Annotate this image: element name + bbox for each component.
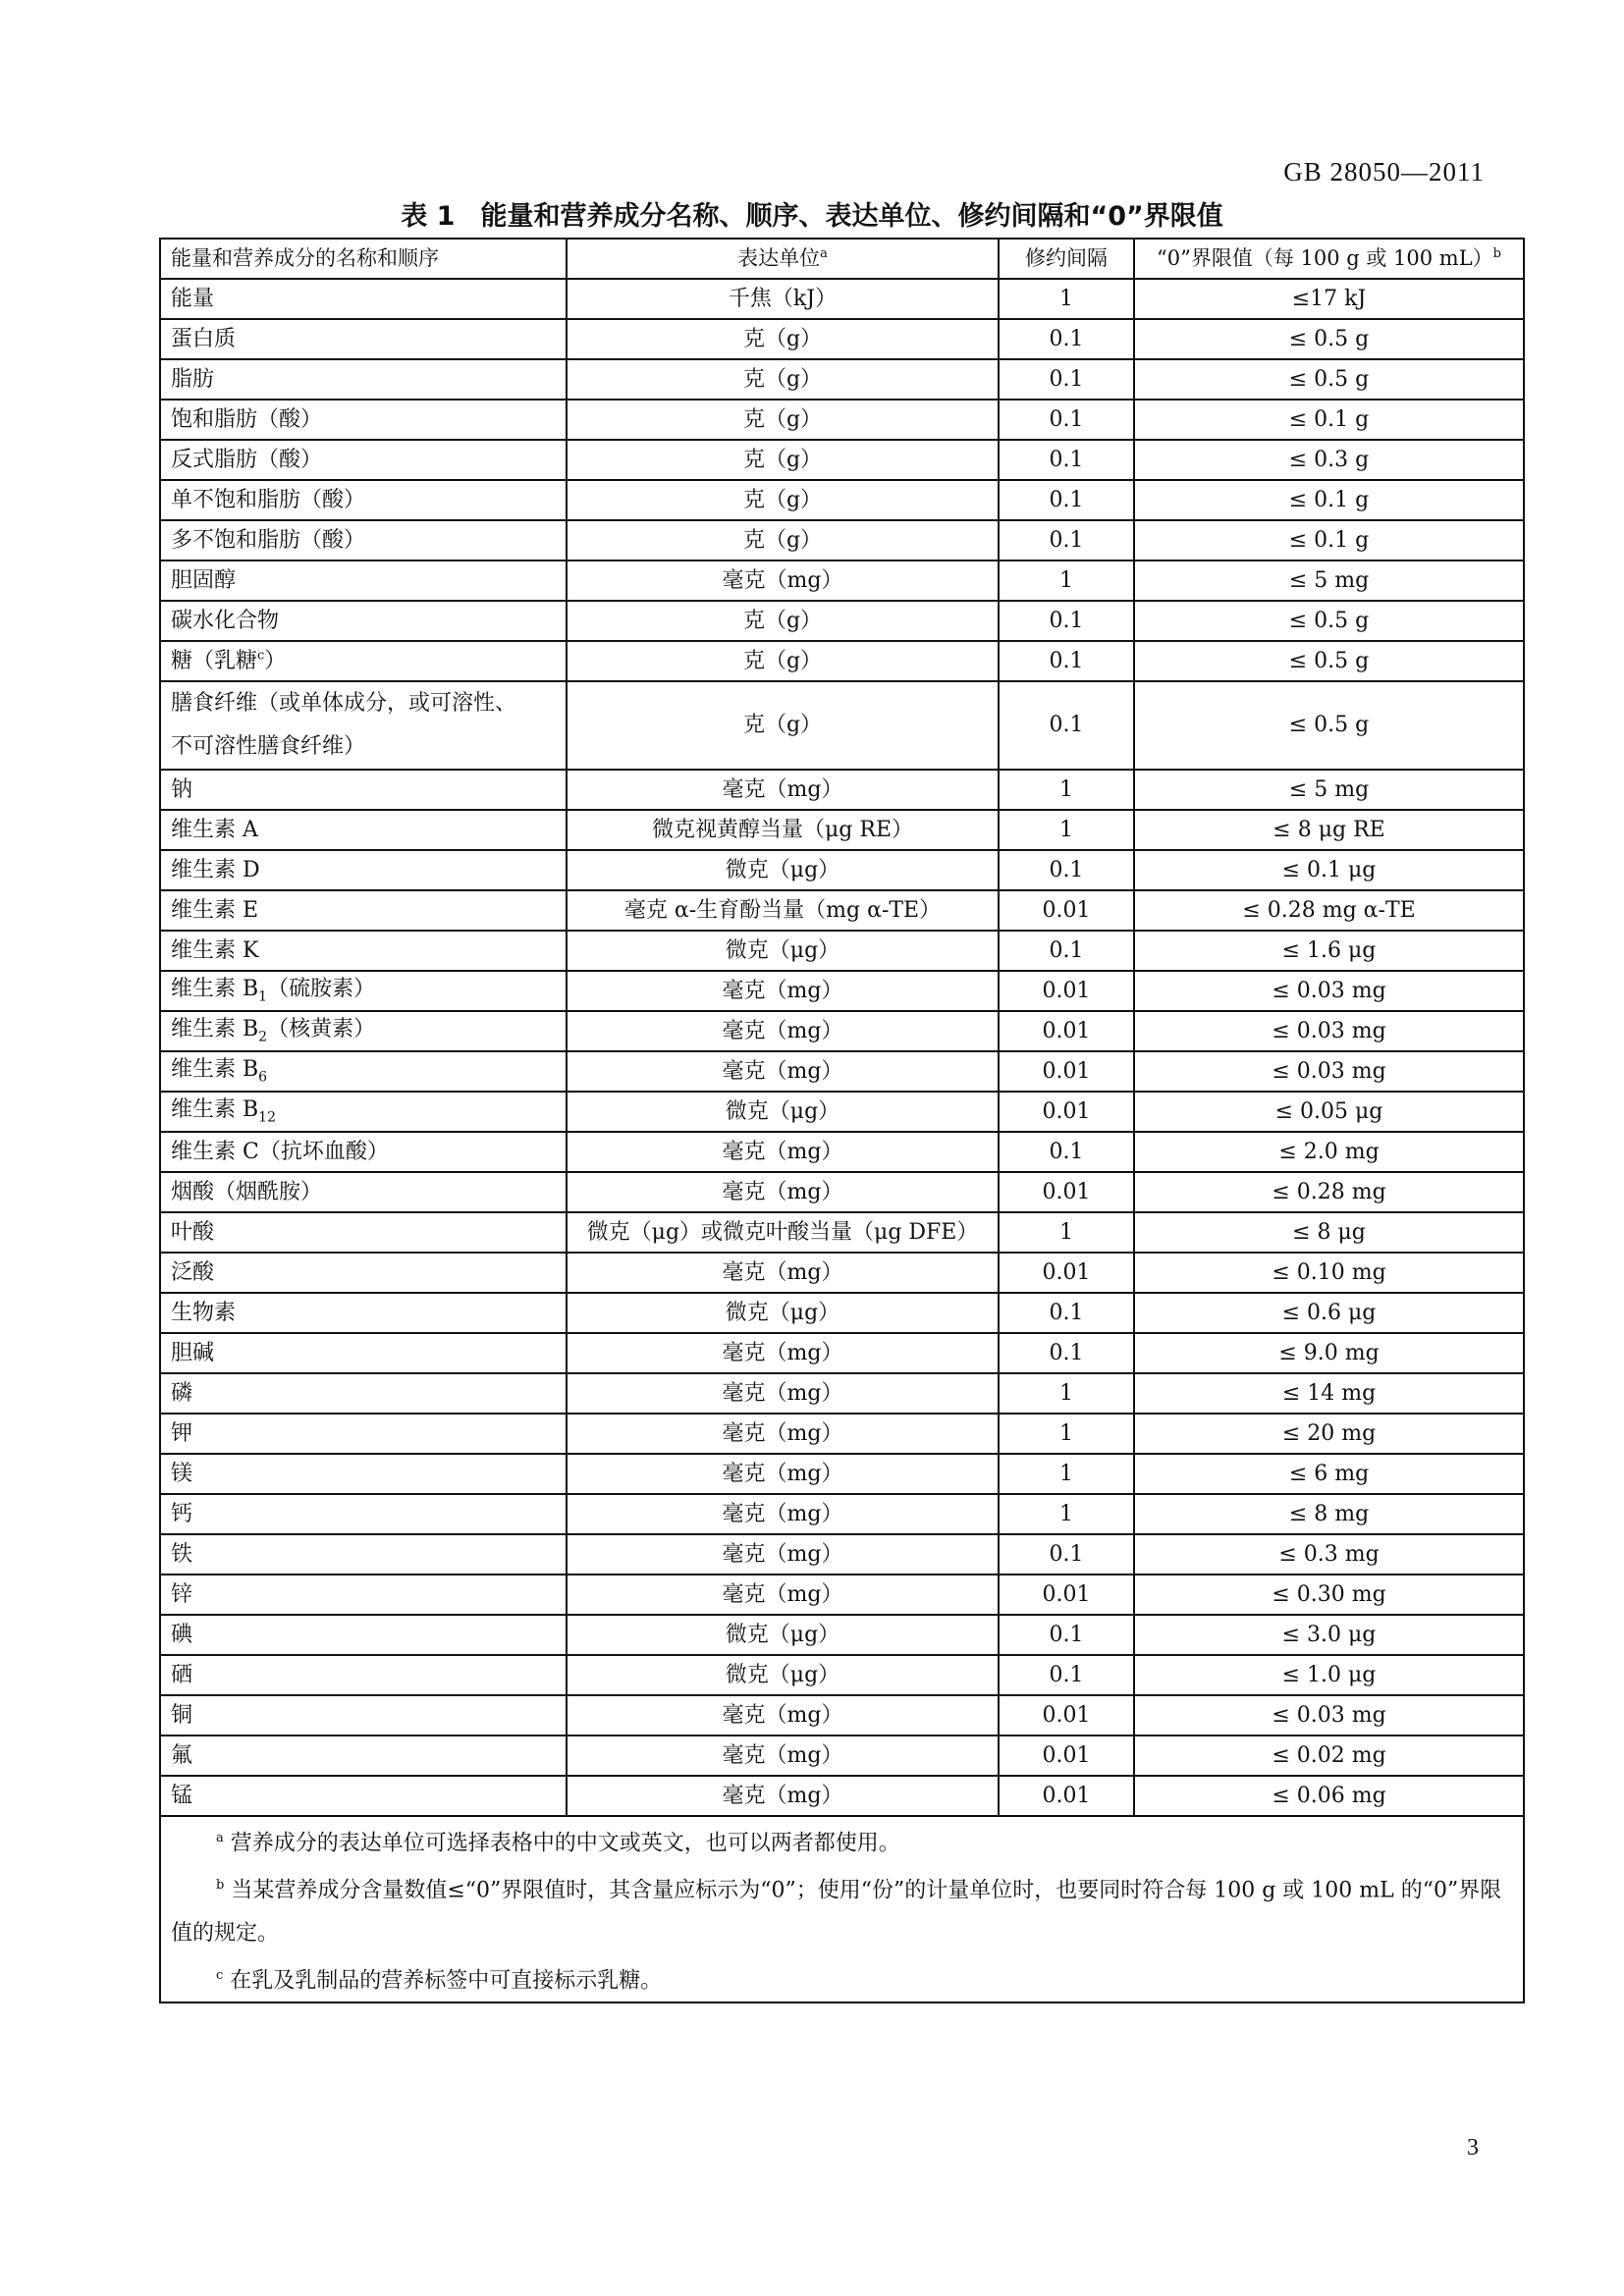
nutrient-name-text: 脂肪 [171, 366, 215, 392]
table-caption [0, 194, 1624, 233]
nutrient-name [160, 319, 567, 359]
nutrient-name-text: 维生素 B [171, 1017, 259, 1042]
nutrient-name-text: 胆固醇 [171, 567, 237, 593]
limit-cell: ≤ 8 mg [1134, 1494, 1524, 1534]
nutrient-name-text: 钾 [171, 1420, 193, 1446]
nutrient-name-text: 碘 [171, 1622, 193, 1647]
limit-cell: ≤ 1.6 μg [1134, 931, 1524, 971]
nutrient-name-text: 单不饱和脂肪（酸） [171, 487, 366, 512]
unit-cell: 毫克（mg） [567, 1253, 999, 1293]
unit-cell: 克（g） [567, 359, 999, 400]
table-row [160, 931, 1524, 971]
interval-cell: 1 [999, 1414, 1134, 1454]
unit-cell: 毫克（mg） [567, 1132, 999, 1172]
interval-cell: 0.1 [999, 1293, 1134, 1333]
interval-cell: 1 [999, 1494, 1134, 1534]
unit-cell: 毫克（mg） [567, 1051, 999, 1092]
limit-cell: ≤ 0.1 g [1134, 520, 1524, 561]
nutrient-name [160, 1293, 567, 1333]
nutrient-name [160, 1735, 567, 1776]
nutrient-name-text: 磷 [171, 1380, 193, 1406]
limit-cell: ≤ 0.28 mg [1134, 1172, 1524, 1212]
interval-cell: 0.01 [999, 1011, 1134, 1051]
limit-cell: ≤ 0.5 g [1134, 601, 1524, 641]
nutrient-name [160, 1011, 567, 1051]
unit-cell: 毫克 α-生育酚当量（mg α-TE） [567, 890, 999, 931]
limit-cell: ≤ 5 mg [1134, 770, 1524, 810]
nutrient-name [160, 1172, 567, 1212]
nutrient-table [159, 238, 1525, 2003]
nutrient-name-text: 硒 [171, 1662, 193, 1687]
nutrient-name [160, 1092, 567, 1132]
unit-cell: 微克（μg） [567, 1615, 999, 1655]
table-row [160, 1655, 1524, 1695]
header-unit-label: 表达单位 [737, 246, 821, 271]
nutrient-name-suffix: （硫胺素） [267, 977, 376, 1002]
interval-cell: 0.1 [999, 1615, 1134, 1655]
table-row [160, 890, 1524, 931]
nutrient-name [160, 1051, 567, 1092]
table-row [160, 1695, 1524, 1735]
unit-cell: 克（g） [567, 400, 999, 440]
nutrient-name-text: 维生素 B [171, 977, 259, 1002]
interval-cell: 0.01 [999, 1735, 1134, 1776]
interval-cell: 1 [999, 561, 1134, 601]
nutrient-name [160, 1373, 567, 1414]
nutrient-subscript: 6 [258, 1069, 268, 1086]
nutrient-name [160, 1534, 567, 1575]
nutrient-subscript: 12 [258, 1109, 276, 1126]
limit-cell: ≤ 0.1 μg [1134, 850, 1524, 890]
nutrient-name [160, 279, 567, 319]
limit-cell: ≤ 0.05 μg [1134, 1092, 1524, 1132]
interval-cell: 0.1 [999, 400, 1134, 440]
limit-cell: ≤ 5 mg [1134, 561, 1524, 601]
interval-cell: 1 [999, 770, 1134, 810]
nutrient-name-text: 镁 [171, 1461, 193, 1486]
table-row [160, 561, 1524, 601]
nutrient-name [160, 810, 567, 850]
note-c [171, 1954, 1513, 2002]
limit-cell: ≤ 0.3 mg [1134, 1534, 1524, 1575]
interval-cell: 0.1 [999, 480, 1134, 520]
interval-cell: 1 [999, 810, 1134, 850]
nutrient-name [160, 1253, 567, 1293]
footnote-mark: a [820, 246, 828, 262]
nutrient-name-line: 不可溶性膳食纤维） [171, 734, 366, 759]
nutrient-name-text: 维生素 B [171, 1097, 259, 1123]
limit-cell: ≤ 0.03 mg [1134, 1051, 1524, 1092]
interval-cell: 0.1 [999, 641, 1134, 681]
limit-cell: ≤ 0.3 g [1134, 440, 1524, 480]
nutrient-name-text: 胆碱 [171, 1340, 215, 1365]
nutrient-name-text: 维生素 B [171, 1057, 259, 1083]
unit-cell: 毫克（mg） [567, 1414, 999, 1454]
nutrient-name-text: 铜 [171, 1702, 193, 1728]
interval-cell: 0.1 [999, 931, 1134, 971]
interval-cell: 0.1 [999, 850, 1134, 890]
note-mark: b [216, 1878, 225, 1894]
page-number: 3 [1467, 2135, 1479, 2161]
table-row [160, 681, 1524, 770]
unit-cell: 毫克（mg） [567, 1494, 999, 1534]
footnote-mark: c [257, 648, 265, 664]
nutrient-subscript: 2 [258, 1029, 268, 1045]
unit-cell: 克（g） [567, 681, 999, 770]
limit-cell: ≤ 0.03 mg [1134, 1011, 1524, 1051]
unit-cell: 毫克（mg） [567, 1454, 999, 1494]
limit-cell: ≤17 kJ [1134, 279, 1524, 319]
table-row [160, 1454, 1524, 1494]
interval-cell: 1 [999, 279, 1134, 319]
unit-cell: 微克（μg） [567, 1092, 999, 1132]
table-body [160, 279, 1524, 1816]
table-row [160, 601, 1524, 641]
unit-cell: 毫克（mg） [567, 971, 999, 1011]
unit-cell: 毫克（mg） [567, 1011, 999, 1051]
interval-cell: 0.01 [999, 1575, 1134, 1615]
table-row [160, 1333, 1524, 1373]
nutrient-name [160, 1575, 567, 1615]
limit-cell: ≤ 0.5 g [1134, 681, 1524, 770]
limit-cell: ≤ 6 mg [1134, 1454, 1524, 1494]
nutrient-name-text: 多不饱和脂肪（酸） [171, 527, 366, 553]
nutrient-name-text: 铁 [171, 1541, 193, 1567]
nutrient-name [160, 1454, 567, 1494]
limit-cell: ≤ 0.28 mg α-TE [1134, 890, 1524, 931]
table-row [160, 1615, 1524, 1655]
unit-cell: 毫克（mg） [567, 1776, 999, 1816]
nutrient-name [160, 1414, 567, 1454]
nutrient-name [160, 850, 567, 890]
unit-cell: 克（g） [567, 641, 999, 681]
interval-cell: 0.1 [999, 440, 1134, 480]
note-mark: c [216, 1967, 224, 1983]
limit-cell: ≤ 2.0 mg [1134, 1132, 1524, 1172]
nutrient-name-text: 泛酸 [171, 1259, 215, 1285]
nutrient-name [160, 561, 567, 601]
limit-cell: ≤ 0.1 g [1134, 480, 1524, 520]
interval-cell: 0.01 [999, 1092, 1134, 1132]
table-row [160, 770, 1524, 810]
unit-cell: 微克（μg） [567, 1293, 999, 1333]
note-a [171, 1817, 1513, 1864]
limit-cell: ≤ 0.5 g [1134, 359, 1524, 400]
nutrient-name-text: 生物素 [171, 1300, 237, 1325]
header-limit-label: “0”界限值（每 100 g 或 100 mL） [1156, 246, 1493, 271]
limit-cell: ≤ 14 mg [1134, 1373, 1524, 1414]
nutrient-name-text: 维生素 D [171, 857, 260, 882]
interval-cell: 0.01 [999, 971, 1134, 1011]
header-limit [1134, 239, 1524, 279]
limit-cell: ≤ 0.30 mg [1134, 1575, 1524, 1615]
limit-cell: ≤ 0.1 g [1134, 400, 1524, 440]
note-mark: a [216, 1831, 224, 1845]
nutrient-name [160, 440, 567, 480]
nutrient-name [160, 641, 567, 681]
note-text: 在乳及乳制品的营养标签中可直接标示乳糖。 [230, 1967, 663, 1993]
notes-row [160, 1816, 1524, 2002]
interval-cell: 0.1 [999, 319, 1134, 359]
table-row [160, 1132, 1524, 1172]
limit-cell: ≤ 0.6 μg [1134, 1293, 1524, 1333]
nutrient-name-text: 碳水化合物 [171, 608, 280, 633]
note-text: 当某营养成分含量数值≤“0”界限值时，其含量应标示为“0”；使用“份”的计量单位时，也要同时符合每 100 g 或 100 mL 的“0”界限值的规定。 [171, 1878, 1502, 1946]
nutrient-name [160, 890, 567, 931]
table-number: 表 1 [401, 201, 456, 232]
nutrient-name [160, 1494, 567, 1534]
table-title: 能量和营养成分名称、顺序、表达单位、修约间隔和“0”界限值 [480, 201, 1223, 232]
table-row [160, 319, 1524, 359]
limit-cell: ≤ 0.03 mg [1134, 1695, 1524, 1735]
table-row [160, 1534, 1524, 1575]
table-row [160, 1414, 1524, 1454]
nutrient-name-text: 蛋白质 [171, 326, 237, 351]
unit-cell: 毫克（mg） [567, 770, 999, 810]
unit-cell: 微克（μg） [567, 931, 999, 971]
header-unit [567, 239, 999, 279]
limit-cell: ≤ 0.06 mg [1134, 1776, 1524, 1816]
nutrient-name-suffix: ） [264, 648, 287, 673]
unit-cell: 千焦（kJ） [567, 279, 999, 319]
unit-cell: 毫克（mg） [567, 561, 999, 601]
interval-cell: 0.1 [999, 359, 1134, 400]
interval-cell: 0.01 [999, 1695, 1134, 1735]
interval-cell: 0.1 [999, 1534, 1134, 1575]
table-row [160, 1212, 1524, 1253]
unit-cell: 克（g） [567, 520, 999, 561]
unit-cell: 微克（μg） [567, 1655, 999, 1695]
nutrient-name [160, 931, 567, 971]
nutrient-name [160, 400, 567, 440]
nutrient-name [160, 971, 567, 1011]
unit-cell: 克（g） [567, 319, 999, 359]
table-row [160, 480, 1524, 520]
table-row [160, 1051, 1524, 1092]
nutrient-name [160, 1695, 567, 1735]
limit-cell: ≤ 3.0 μg [1134, 1615, 1524, 1655]
nutrient-name-text: 维生素 A [171, 817, 258, 842]
table-row [160, 1735, 1524, 1776]
nutrient-name [160, 601, 567, 641]
table-row [160, 1293, 1524, 1333]
limit-cell: ≤ 8 μg [1134, 1212, 1524, 1253]
table-row [160, 1253, 1524, 1293]
nutrient-name [160, 1655, 567, 1695]
unit-cell: 克（g） [567, 601, 999, 641]
table-row [160, 810, 1524, 850]
nutrient-name [160, 1333, 567, 1373]
table-row [160, 400, 1524, 440]
limit-cell: ≤ 0.02 mg [1134, 1735, 1524, 1776]
nutrient-name-text: 维生素 K [171, 937, 259, 963]
standard-code: GB 28050—2011 [1283, 157, 1485, 187]
table-row [160, 1776, 1524, 1816]
unit-cell: 毫克（mg） [567, 1575, 999, 1615]
nutrient-name-text: 烟酸（烟酰胺） [171, 1179, 323, 1204]
nutrient-name-line: 膳食纤维（或单体成分，或可溶性、 [171, 691, 517, 716]
table-row [160, 1494, 1524, 1534]
nutrient-name-text: 锌 [171, 1581, 193, 1607]
nutrient-name [160, 480, 567, 520]
nutrient-name [160, 1615, 567, 1655]
unit-cell: 毫克（mg） [567, 1333, 999, 1373]
interval-cell: 0.1 [999, 520, 1134, 561]
limit-cell: ≤ 0.5 g [1134, 641, 1524, 681]
interval-cell: 0.1 [999, 1132, 1134, 1172]
table-header-row [160, 239, 1524, 279]
nutrient-name [160, 770, 567, 810]
interval-cell: 0.01 [999, 1051, 1134, 1092]
nutrient-name-text: 氟 [171, 1742, 193, 1768]
note-text: 营养成分的表达单位可选择表格中的中文或英文，也可以两者都使用。 [230, 1831, 900, 1856]
nutrient-name-text: 反式脂肪（酸） [171, 447, 323, 472]
interval-cell: 0.01 [999, 1253, 1134, 1293]
table-row [160, 440, 1524, 480]
interval-cell: 0.01 [999, 1172, 1134, 1212]
interval-cell: 0.1 [999, 681, 1134, 770]
nutrient-name-text: 维生素 E [171, 897, 259, 923]
limit-cell: ≤ 0.10 mg [1134, 1253, 1524, 1293]
nutrient-name [160, 681, 567, 770]
limit-cell: ≤ 9.0 mg [1134, 1333, 1524, 1373]
interval-cell: 0.1 [999, 1655, 1134, 1695]
unit-cell: 毫克（mg） [567, 1695, 999, 1735]
unit-cell: 毫克（mg） [567, 1373, 999, 1414]
unit-cell: 毫克（mg） [567, 1534, 999, 1575]
nutrient-name-text: 钠 [171, 776, 193, 802]
nutrient-name-text: 能量 [171, 286, 215, 311]
limit-cell: ≤ 0.5 g [1134, 319, 1524, 359]
interval-cell: 1 [999, 1373, 1134, 1414]
interval-cell: 1 [999, 1212, 1134, 1253]
nutrient-name-text: 钙 [171, 1501, 193, 1526]
interval-cell: 0.01 [999, 1776, 1134, 1816]
table-notes [160, 1816, 1524, 2002]
table-row [160, 279, 1524, 319]
nutrient-name-text: 叶酸 [171, 1219, 215, 1245]
unit-cell: 微克视黄醇当量（μg RE） [567, 810, 999, 850]
limit-cell: ≤ 0.03 mg [1134, 971, 1524, 1011]
header-name: 能量和营养成分的名称和顺序 [160, 239, 567, 279]
nutrient-subscript: 1 [258, 988, 268, 1005]
table-row [160, 359, 1524, 400]
nutrient-name-text: 维生素 C（抗坏血酸） [171, 1139, 389, 1164]
nutrient-name-text: 锰 [171, 1783, 193, 1808]
interval-cell: 1 [999, 1454, 1134, 1494]
nutrient-name [160, 359, 567, 400]
limit-cell: ≤ 20 mg [1134, 1414, 1524, 1454]
nutrient-name [160, 1776, 567, 1816]
table-row [160, 1373, 1524, 1414]
interval-cell: 0.1 [999, 1333, 1134, 1373]
table-row [160, 1172, 1524, 1212]
nutrient-name [160, 1132, 567, 1172]
unit-cell: 克（g） [567, 440, 999, 480]
nutrient-name [160, 1212, 567, 1253]
footnote-mark: b [1492, 246, 1501, 262]
table-row [160, 971, 1524, 1011]
unit-cell: 克（g） [567, 480, 999, 520]
unit-cell: 微克（μg）或微克叶酸当量（μg DFE） [567, 1212, 999, 1253]
nutrient-name [160, 520, 567, 561]
nutrient-name-text: 糖（乳糖 [171, 648, 258, 673]
table-row [160, 850, 1524, 890]
header-interval: 修约间隔 [999, 239, 1134, 279]
interval-cell: 0.01 [999, 890, 1134, 931]
unit-cell: 微克（μg） [567, 850, 999, 890]
nutrient-name-text: 饱和脂肪（酸） [171, 406, 323, 432]
table-row [160, 641, 1524, 681]
table-row [160, 520, 1524, 561]
note-b [171, 1864, 1513, 1953]
unit-cell: 毫克（mg） [567, 1172, 999, 1212]
limit-cell: ≤ 1.0 μg [1134, 1655, 1524, 1695]
unit-cell: 毫克（mg） [567, 1735, 999, 1776]
limit-cell: ≤ 8 μg RE [1134, 810, 1524, 850]
interval-cell: 0.1 [999, 601, 1134, 641]
table-row [160, 1011, 1524, 1051]
table-row [160, 1092, 1524, 1132]
table-row [160, 1575, 1524, 1615]
nutrient-name-suffix: （核黄素） [267, 1017, 376, 1042]
